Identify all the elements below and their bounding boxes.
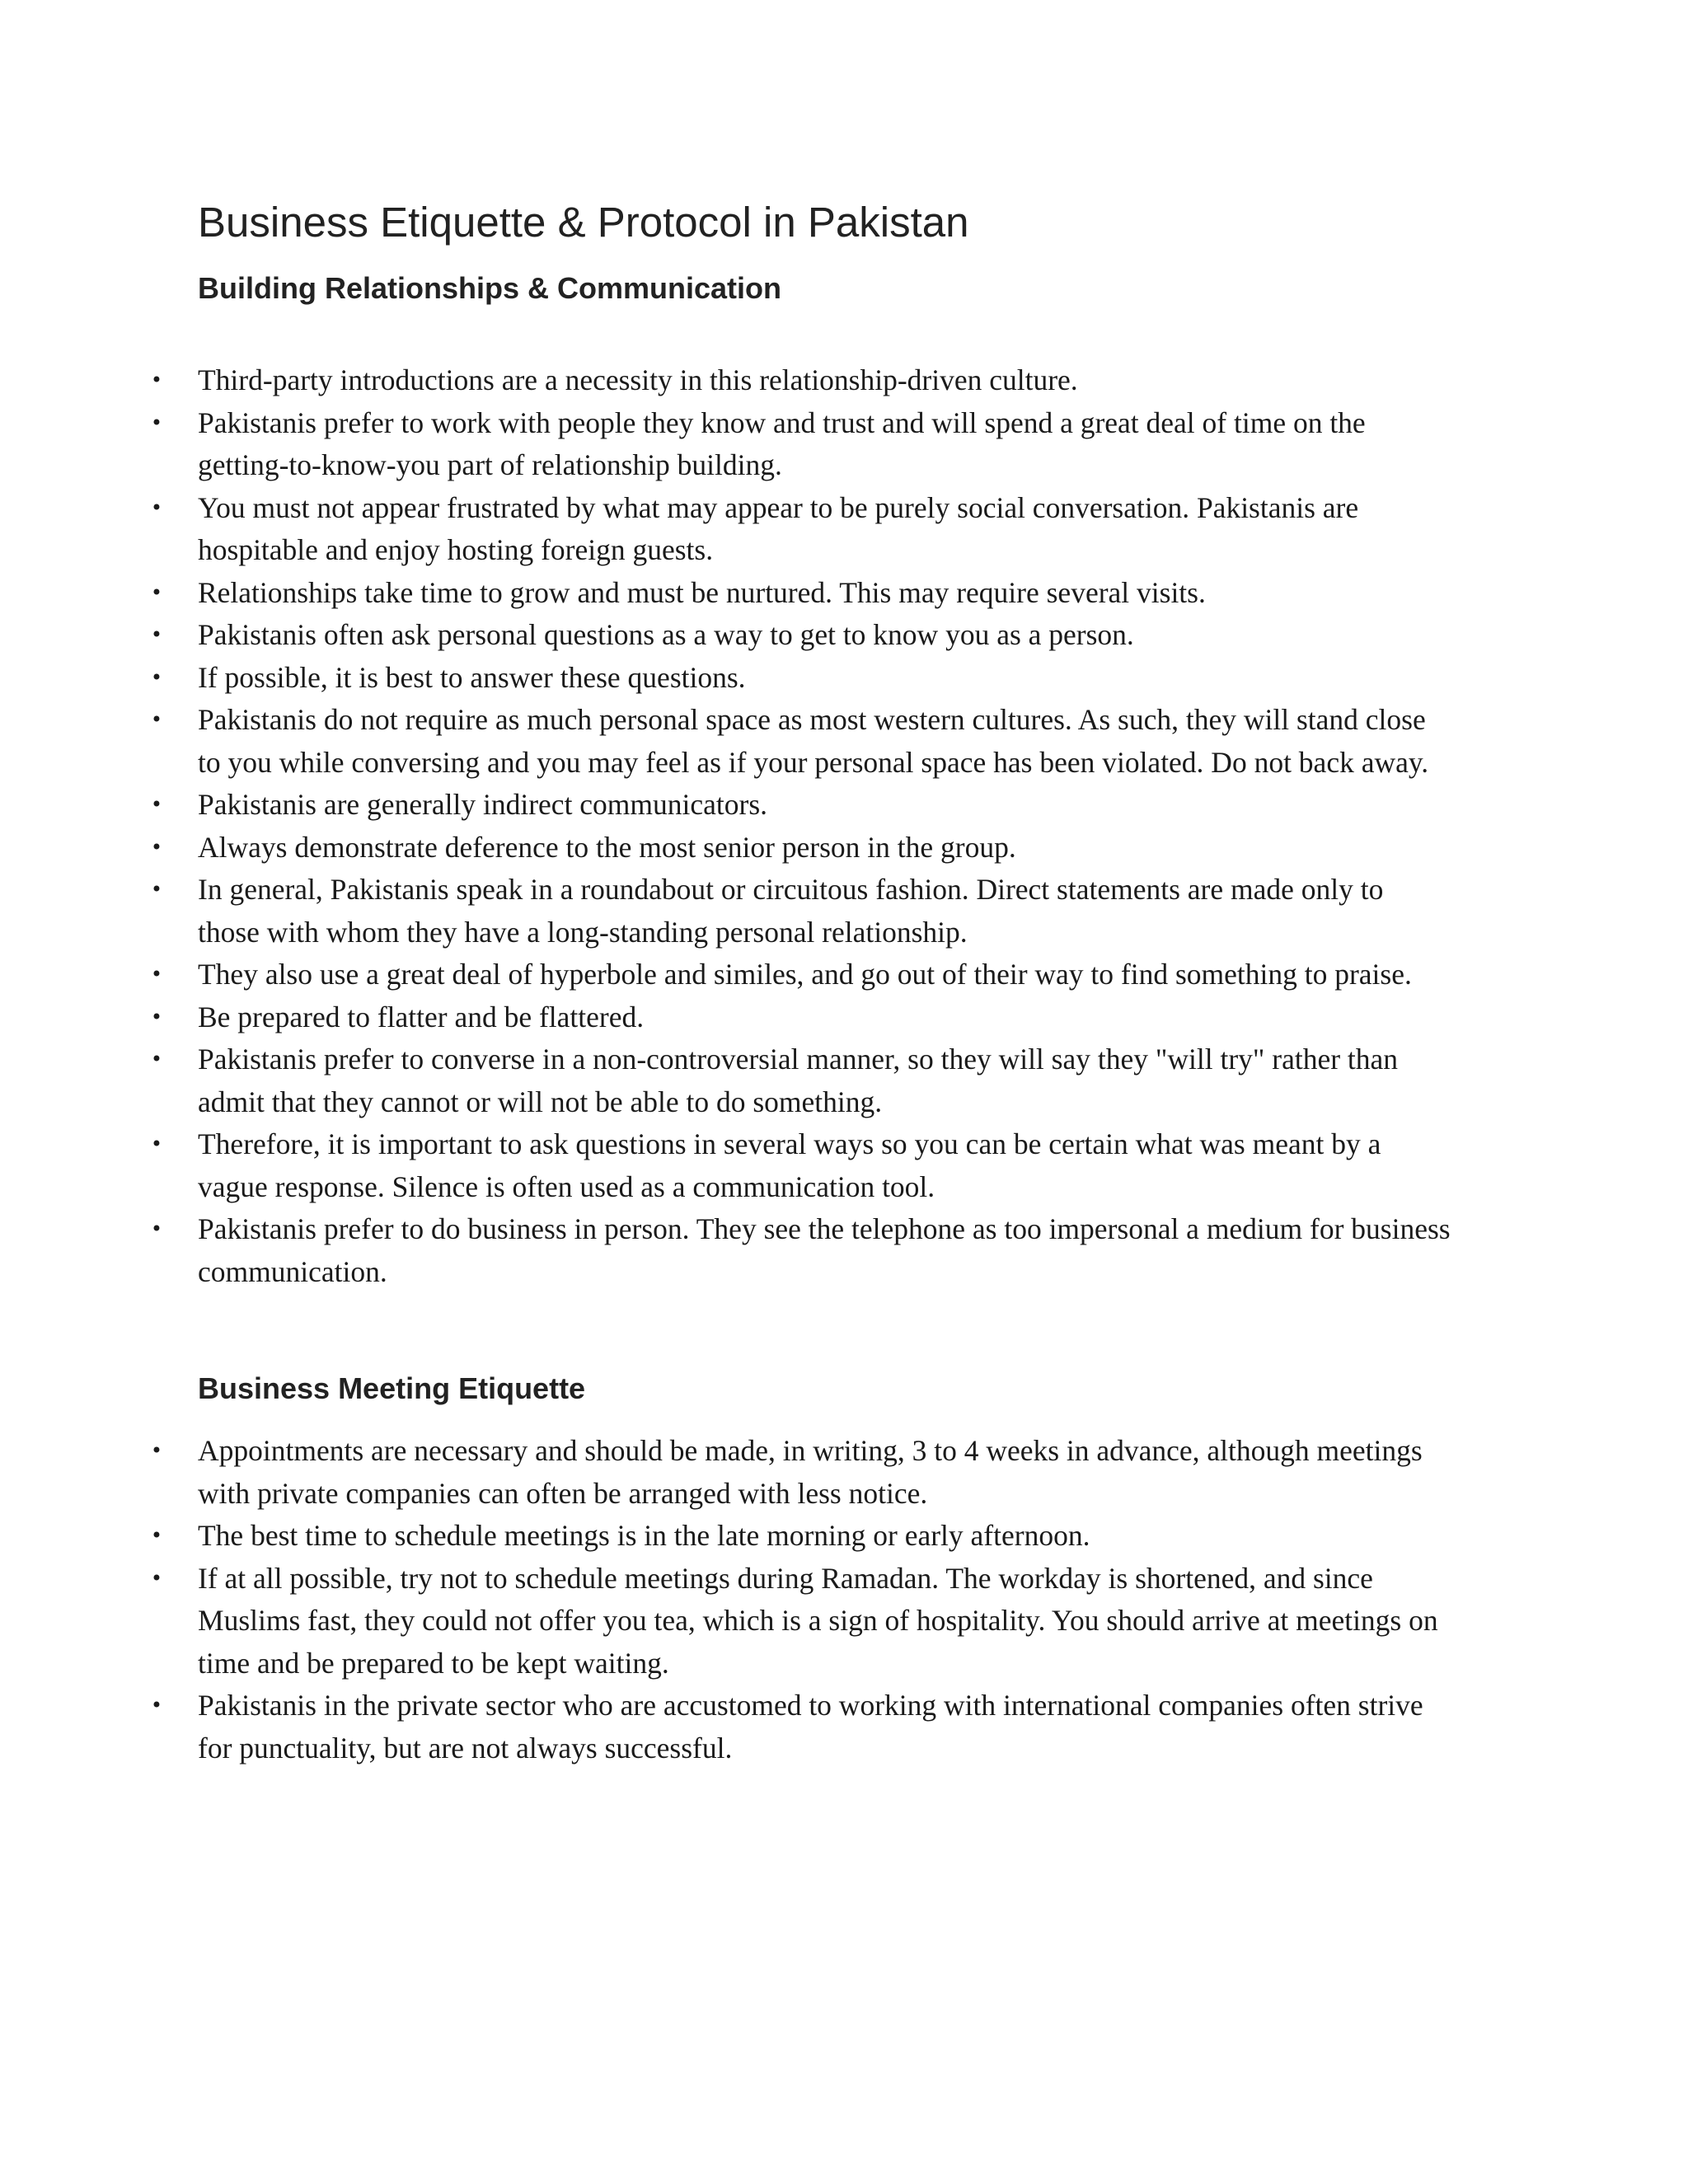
list-item-text: Appointments are necessary and should be made, in writing, 3 to 4 weeks in advance, although meetings with private companies can often be arranged with less notice. — [198, 1434, 1423, 1510]
document-content — [150, 194, 1451, 1769]
list-item — [150, 614, 1451, 657]
list-item-text: Therefore, it is important to ask questions in several ways so you can be certain what was meant by a vague response. Silence is often used as a communication tool. — [198, 1127, 1381, 1203]
bullet-icon: • — [150, 1566, 163, 1590]
list-item-text: Pakistanis in the private sector who are accustomed to working with international companies often strive for punctuality, but are not always successful. — [198, 1689, 1423, 1765]
list-item — [150, 827, 1451, 869]
bullet-icon: • — [150, 835, 163, 859]
list-item — [150, 784, 1451, 827]
list-item-text: Pakistanis are generally indirect communicators. — [198, 788, 768, 821]
list-item-text: Be prepared to flatter and be flattered. — [198, 1000, 645, 1033]
list-item-text: If possible, it is best to answer these questions. — [198, 660, 746, 694]
section-heading-meetings: Business Meeting Etiquette — [198, 1371, 586, 1405]
list-item-text: You must not appear frustrated by what may appear to be purely social conversation. Pakistanis are hospitable and enjoy hosting foreign guests. — [198, 490, 1359, 566]
list-item — [150, 657, 1451, 700]
list-item — [150, 996, 1451, 1039]
list-item — [150, 1123, 1451, 1208]
relationships-bullet-list — [150, 359, 1451, 1293]
bullet-icon: • — [150, 1132, 163, 1155]
list-item-text: Always demonstrate deference to the most senior person in the group. — [198, 830, 1016, 864]
bullet-icon: • — [150, 1439, 163, 1462]
list-item — [150, 359, 1451, 402]
list-item — [150, 402, 1451, 487]
list-item-text: In general, Pakistanis speak in a roundabout or circuitous fashion. Direct statements are made only to those with whom they have a long-standing personal relationship. — [198, 873, 1384, 949]
bullet-icon: • — [150, 1694, 163, 1717]
list-item — [150, 487, 1451, 572]
bullet-icon: • — [150, 1047, 163, 1071]
bullet-icon: • — [150, 665, 163, 689]
list-item — [150, 1685, 1451, 1769]
bullet-icon: • — [150, 580, 163, 604]
list-item-text: They also use a great deal of hyperbole and similes, and go out of their way to find something to praise. — [198, 958, 1412, 991]
list-item — [150, 1515, 1451, 1558]
bullet-icon: • — [150, 495, 163, 519]
list-item — [150, 572, 1451, 615]
bullet-icon: • — [150, 1217, 163, 1240]
bullet-icon: • — [150, 963, 163, 986]
list-item-text: Pakistanis prefer to work with people they know and trust and will spend a great deal of time on the getting-to-know-you part of relationship building. — [198, 405, 1366, 481]
list-item — [150, 869, 1451, 954]
list-item — [150, 1430, 1451, 1515]
list-item — [150, 954, 1451, 996]
bullet-icon: • — [150, 368, 163, 391]
list-item-text: Pakistanis do not require as much personal space as most western cultures. As such, they will stand close to you while conversing and you may feel as if your personal space has been violated. Do not back away. — [198, 703, 1429, 779]
list-item-text: Pakistanis prefer to do business in person. They see the telephone as too impersonal a medium for business communication. — [198, 1212, 1451, 1288]
list-item — [150, 1208, 1451, 1293]
list-item — [150, 699, 1451, 784]
bullet-icon: • — [150, 708, 163, 731]
list-item-text: Pakistanis often ask personal questions as a way to get to know you as a person. — [198, 618, 1134, 651]
list-item-text: Third-party introductions are a necessity in this relationship-driven culture. — [198, 363, 1078, 396]
bullet-icon: • — [150, 1524, 163, 1547]
bullet-icon: • — [150, 793, 163, 816]
list-item — [150, 1558, 1451, 1685]
meetings-bullet-list — [150, 1430, 1451, 1769]
list-item-text: Relationships take time to grow and must be nurtured. This may require several visits. — [198, 575, 1206, 609]
list-item-text: If at all possible, try not to schedule meetings during Ramadan. The workday is shortened, and since Muslims fast, they could not offer you tea, which is a sign of hospitality. You should arrive at meetings on time and be prepared to be kept waiting. — [198, 1561, 1438, 1680]
list-item — [150, 1038, 1451, 1123]
list-item-text: The best time to schedule meetings is in the late morning or early afternoon. — [198, 1519, 1090, 1552]
document-title: Business Etiquette & Protocol in Pakistan — [198, 199, 969, 246]
bullet-icon: • — [150, 623, 163, 646]
bullet-icon: • — [150, 878, 163, 901]
bullet-icon: • — [150, 410, 163, 434]
list-item-text: Pakistanis prefer to converse in a non-controversial manner, so they will say they "will try" rather than admit that they cannot or will not be able to do something. — [198, 1043, 1399, 1118]
bullet-icon: • — [150, 1005, 163, 1029]
section-heading-relationships: Building Relationships & Communication — [198, 271, 782, 305]
